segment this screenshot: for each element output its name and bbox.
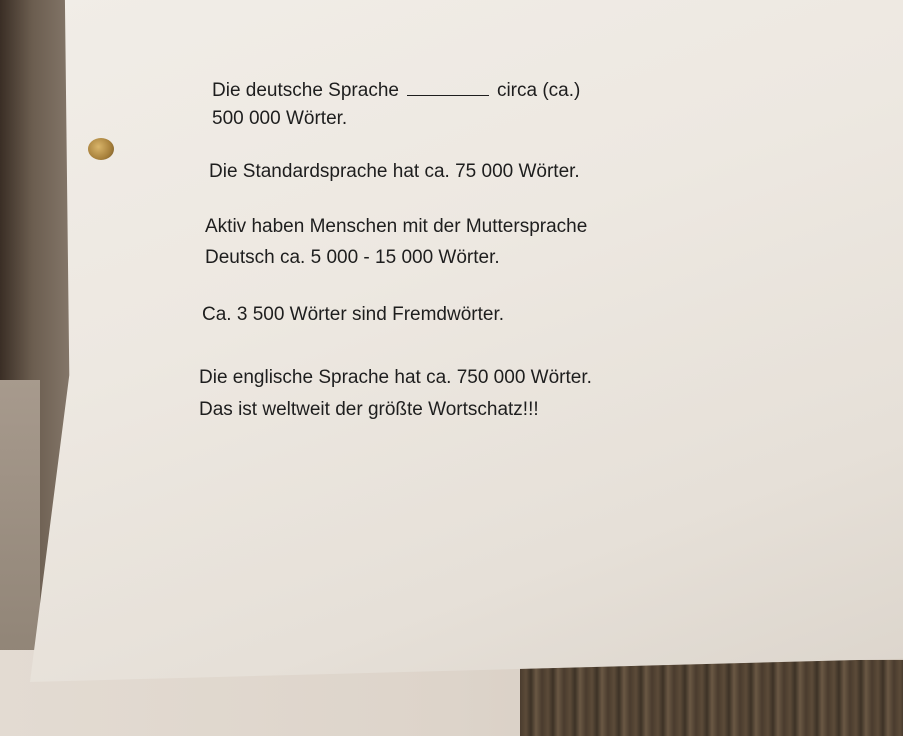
background-surface [0, 380, 40, 680]
sentence-2 [209, 158, 580, 186]
fill-in-blank[interactable] [407, 95, 489, 96]
sentence-3-line-2: Deutsch ca. 5 000 - 15 000 Wörter. [205, 247, 500, 268]
punch-hole [88, 138, 114, 160]
sentence-1 [212, 77, 580, 133]
sentence-2-text: Die Standardsprache hat ca. 75 000 Wörter. [209, 161, 580, 182]
sentence-5 [199, 362, 592, 426]
table-edge [520, 660, 903, 736]
sentence-1-line-2: 500 000 Wörter. [212, 108, 348, 129]
sentence-1-line-1 [212, 77, 580, 105]
sentence-5-line-2: Das ist weltweit der größte Wortschatz!!! [199, 399, 539, 420]
sentence-3 [205, 211, 587, 273]
sentence-4-text: Ca. 3 500 Wörter sind Fremdwörter. [202, 304, 504, 325]
sentence-5-line-1: Die englische Sprache hat ca. 750 000 Wörter. [199, 367, 592, 388]
sentence-1-end: circa (ca.) [496, 80, 581, 101]
sentence-4 [202, 301, 504, 329]
sentence-3-line-1: Aktiv haben Menschen mit der Muttersprache [205, 216, 588, 237]
sentence-1-start: Die deutsche Sprache [212, 80, 399, 101]
